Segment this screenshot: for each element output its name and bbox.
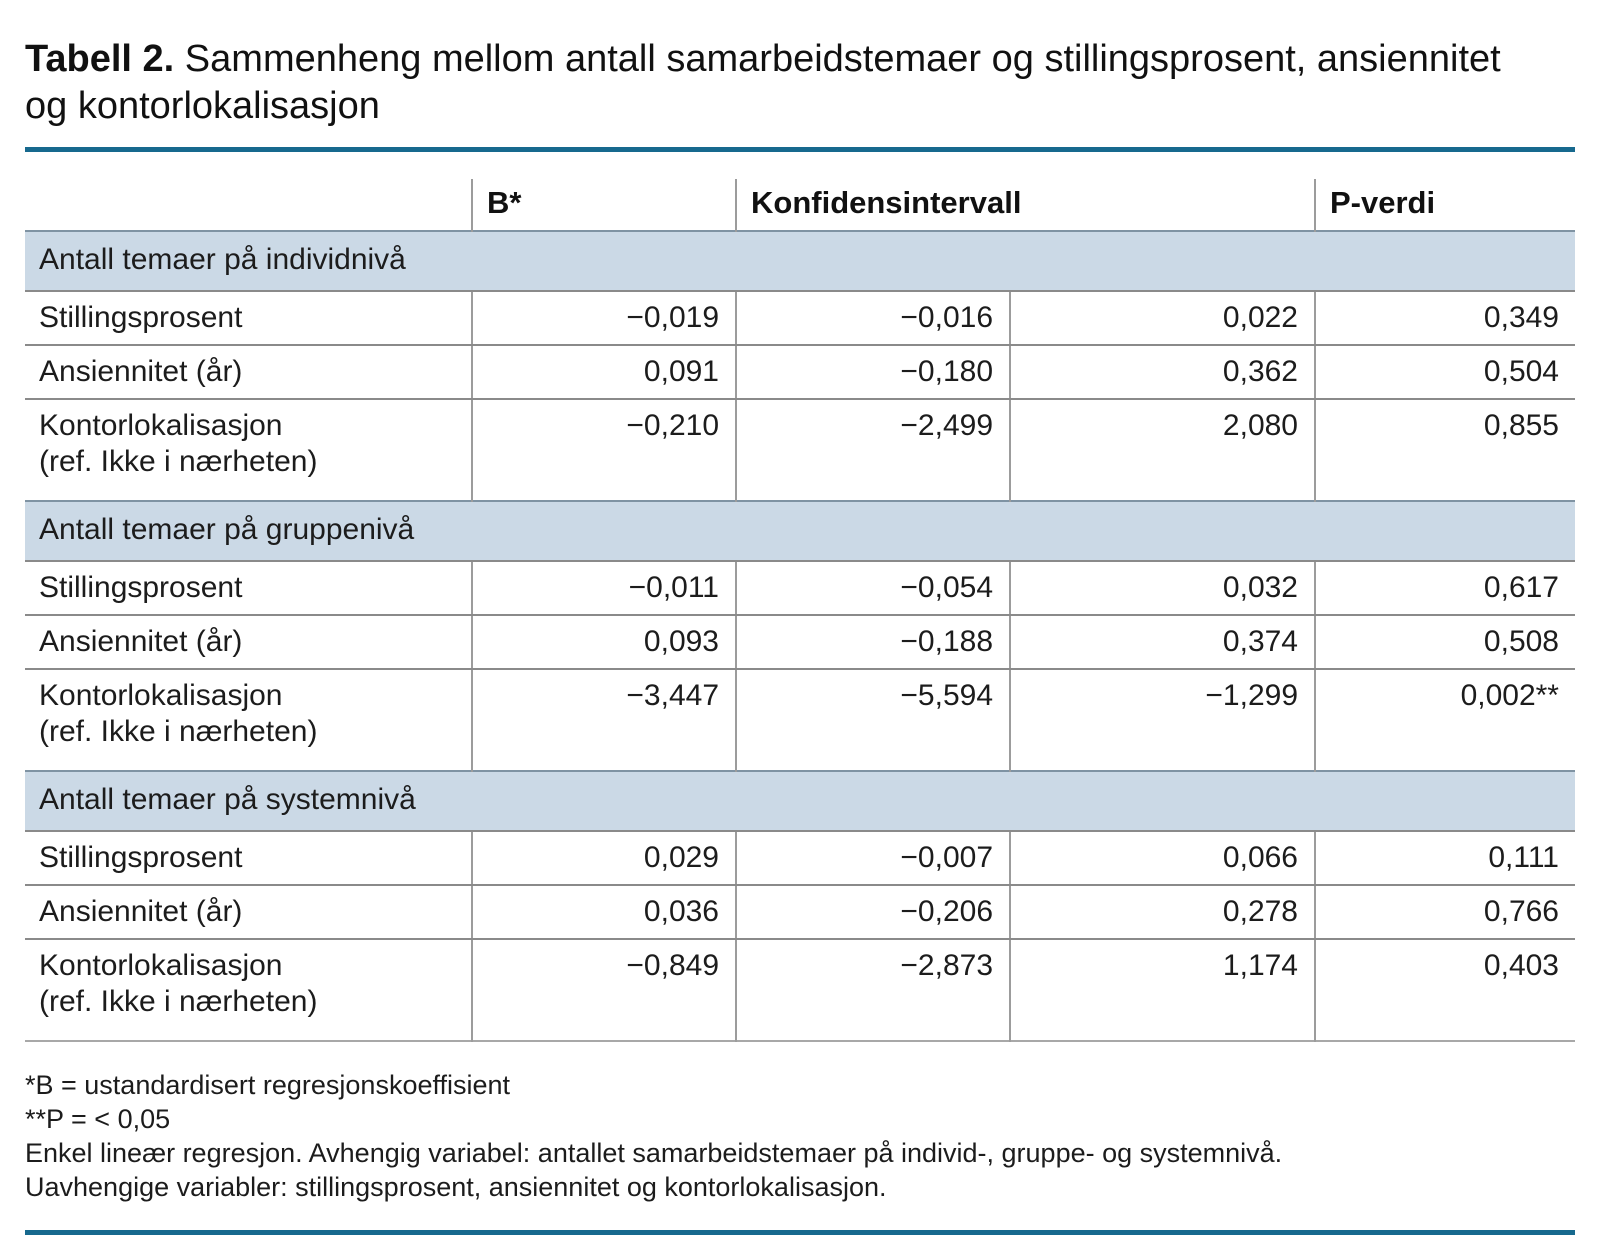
- col-header-konfidensintervall: Konfidensintervall: [736, 179, 1315, 231]
- corner-cell: [25, 179, 472, 231]
- section-header-label: Antall temaer på systemnivå: [25, 771, 1575, 831]
- cell-b: 0,093: [472, 615, 736, 669]
- row-label: Stillingsprosent: [25, 291, 472, 345]
- row-label: Ansiennitet (år): [25, 885, 472, 939]
- table-row: [25, 939, 1575, 1041]
- cell-ci-high: −1,299: [1010, 669, 1315, 771]
- cell-b: −0,019: [472, 291, 736, 345]
- cell-ci-low: −2,499: [736, 399, 1010, 501]
- cell-ci-low: −5,594: [736, 669, 1010, 771]
- cell-ci-high: 1,174: [1010, 939, 1315, 1041]
- section-header-systemniva: [25, 771, 1575, 831]
- column-header-row: [25, 179, 1575, 231]
- footnote-p-threshold: **P = < 0,05: [25, 1104, 171, 1134]
- cell-ci-high: 0,374: [1010, 615, 1315, 669]
- cell-b: −0,011: [472, 561, 736, 615]
- cell-ci-low: −2,873: [736, 939, 1010, 1041]
- top-rule: [25, 147, 1575, 152]
- row-label: [25, 939, 472, 1041]
- cell-ci-high: 2,080: [1010, 399, 1315, 501]
- cell-ci-high: 0,066: [1010, 831, 1315, 885]
- cell-b: −0,849: [472, 939, 736, 1041]
- bottom-rule: [25, 1230, 1575, 1235]
- cell-ci-high: 0,362: [1010, 345, 1315, 399]
- table-row: [25, 561, 1575, 615]
- cell-p: 0,504: [1315, 345, 1575, 399]
- row-label-main: Kontorlokalisasjon: [39, 679, 283, 712]
- footnote-b-definition: *B = ustandardisert regresjonskoeffisient: [25, 1070, 511, 1100]
- cell-ci-low: −0,007: [736, 831, 1010, 885]
- page-title: [25, 36, 1545, 130]
- cell-ci-low: −0,016: [736, 291, 1010, 345]
- cell-p: 0,111: [1315, 831, 1575, 885]
- cell-ci-low: −0,054: [736, 561, 1010, 615]
- cell-ci-low: −0,188: [736, 615, 1010, 669]
- row-label-main: Kontorlokalisasjon: [39, 949, 283, 982]
- cell-ci-high: 0,022: [1010, 291, 1315, 345]
- row-label-ref: (ref. Ikke i nærheten): [39, 715, 318, 748]
- section-header-gruppeniva: [25, 501, 1575, 561]
- section-header-individniva: [25, 231, 1575, 291]
- col-header-b: B*: [472, 179, 736, 231]
- cell-b: 0,029: [472, 831, 736, 885]
- row-label-ref: (ref. Ikke i nærheten): [39, 985, 318, 1018]
- table-row: [25, 291, 1575, 345]
- footnote-regression-note: Enkel lineær regresjon. Avhengig variabel: antallet samarbeidstemaer på individ-, gruppe- og systemnivå.: [25, 1138, 1283, 1168]
- section-header-label: Antall temaer på gruppenivå: [25, 501, 1575, 561]
- row-label: Ansiennitet (år): [25, 615, 472, 669]
- cell-p: 0,766: [1315, 885, 1575, 939]
- col-header-p-verdi: P-verdi: [1315, 179, 1575, 231]
- cell-p: 0,508: [1315, 615, 1575, 669]
- cell-ci-low: −0,206: [736, 885, 1010, 939]
- cell-b: 0,036: [472, 885, 736, 939]
- footnote-variables-note: Uavhengige variabler: stillingsprosent, ansiennitet og kontorlokalisasjon.: [25, 1172, 887, 1202]
- row-label-ref: (ref. Ikke i nærheten): [39, 445, 318, 478]
- table-title-text: Sammenheng mellom antall samarbeidstemaer og stillingsprosent, ansiennitet og kontorlokalisasjon: [25, 38, 1501, 127]
- cell-p: 0,617: [1315, 561, 1575, 615]
- row-label: Stillingsprosent: [25, 561, 472, 615]
- cell-p: 0,403: [1315, 939, 1575, 1041]
- cell-b: −3,447: [472, 669, 736, 771]
- cell-ci-high: 0,032: [1010, 561, 1315, 615]
- cell-p: 0,002**: [1315, 669, 1575, 771]
- row-label: [25, 669, 472, 771]
- regression-table: [25, 179, 1575, 1042]
- table-footnotes: [25, 1068, 1565, 1204]
- table-number-label: Tabell 2.: [25, 38, 175, 80]
- cell-b: 0,091: [472, 345, 736, 399]
- table-row: [25, 615, 1575, 669]
- table-row: [25, 669, 1575, 771]
- cell-b: −0,210: [472, 399, 736, 501]
- row-label: [25, 399, 472, 501]
- cell-p: 0,349: [1315, 291, 1575, 345]
- table-row: [25, 345, 1575, 399]
- row-label: Ansiennitet (år): [25, 345, 472, 399]
- table-row: [25, 831, 1575, 885]
- row-label: Stillingsprosent: [25, 831, 472, 885]
- row-label-main: Kontorlokalisasjon: [39, 409, 283, 442]
- cell-ci-low: −0,180: [736, 345, 1010, 399]
- table-row: [25, 885, 1575, 939]
- cell-p: 0,855: [1315, 399, 1575, 501]
- cell-ci-high: 0,278: [1010, 885, 1315, 939]
- table-row: [25, 399, 1575, 501]
- section-header-label: Antall temaer på individnivå: [25, 231, 1575, 291]
